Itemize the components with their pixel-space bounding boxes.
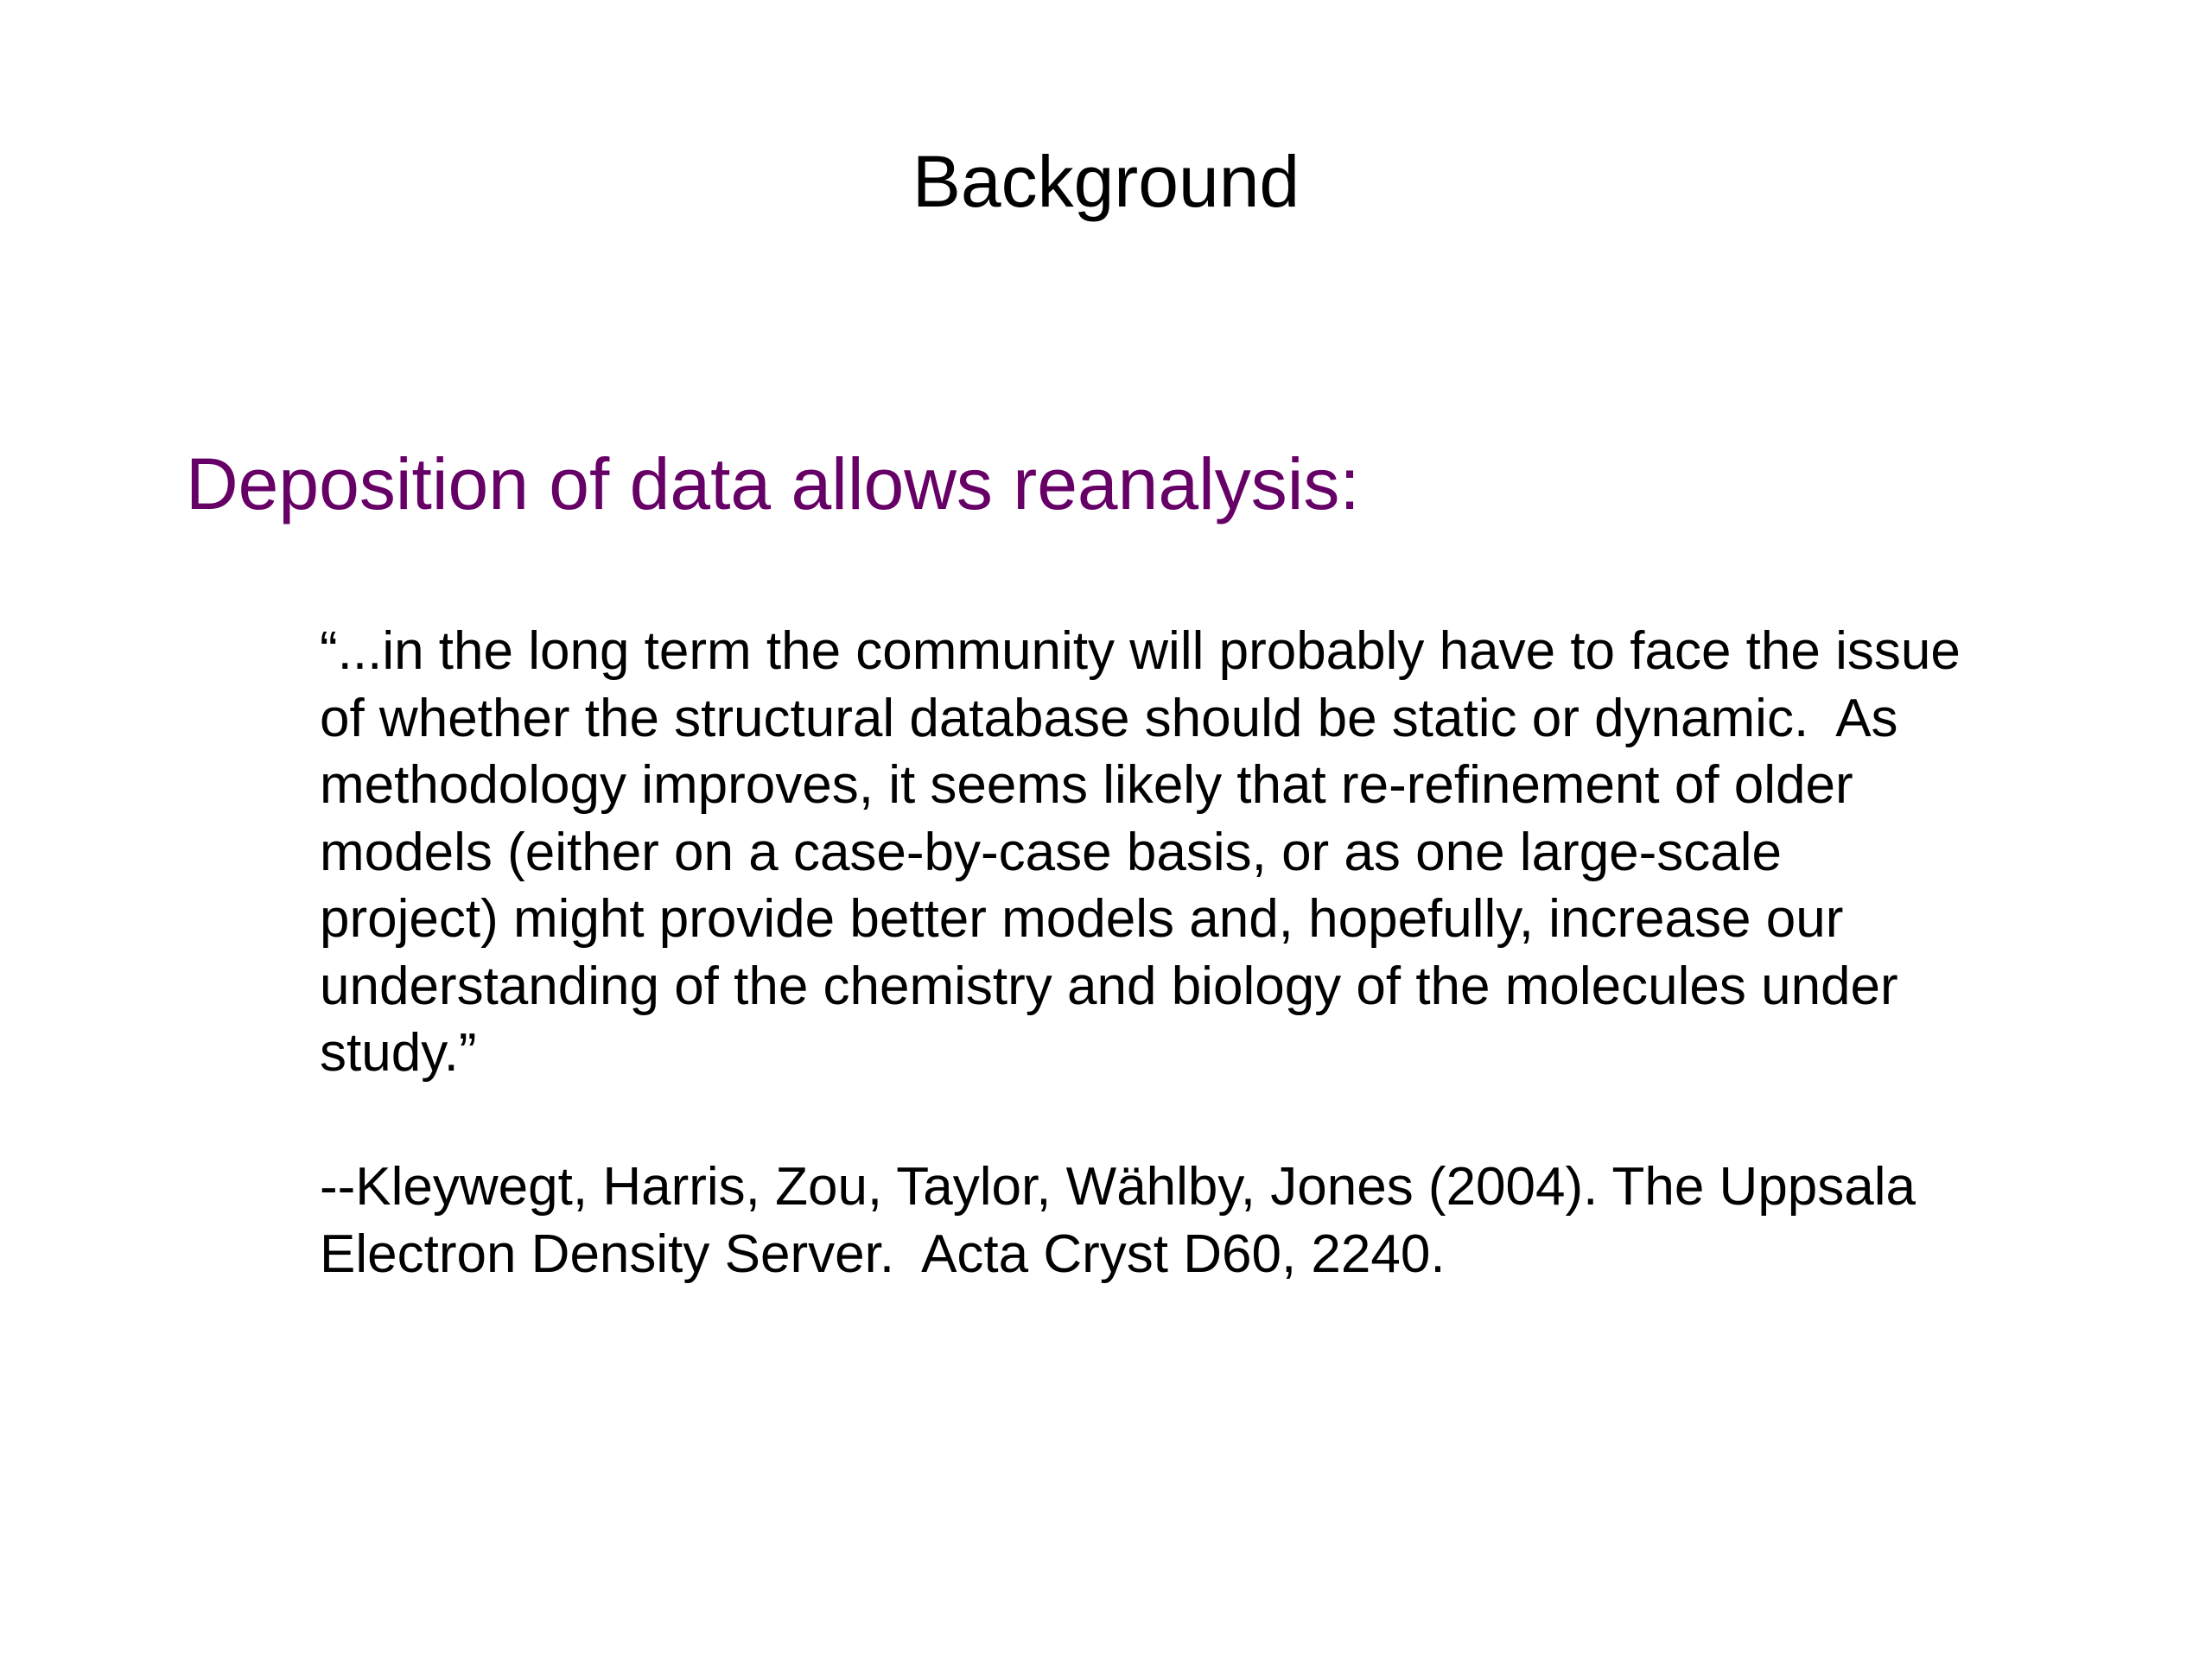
- citation: [320, 1154, 2134, 1287]
- citation-line: --Kleywegt, Harris, Zou, Taylor, Wählby, Jones (2004). The Uppsala: [320, 1157, 1916, 1217]
- quote-line: understanding of the chemistry and biology of the molecules under: [320, 956, 1898, 1016]
- citation-line: Electron Density Server. Acta Cryst D60, 2240.: [320, 1224, 1446, 1284]
- quote-line: methodology improves, it seems likely that re-refinement of older: [320, 755, 1853, 815]
- quote-line: project) might provide better models and, hopefully, increase our: [320, 889, 1844, 949]
- quote-line: “...in the long term the community will probably have to face the issue: [320, 621, 1961, 681]
- quote-block: [320, 618, 2065, 1087]
- slide-title: Background: [912, 141, 1300, 222]
- quote-line: models (either on a case-by-case basis, or as one large-scale: [320, 822, 1783, 882]
- section-heading: Deposition of data allows reanalysis:: [186, 443, 1360, 524]
- quote-line: of whether the structural database should be static or dynamic. As: [320, 688, 1898, 748]
- quote-line: study.”: [320, 1023, 477, 1083]
